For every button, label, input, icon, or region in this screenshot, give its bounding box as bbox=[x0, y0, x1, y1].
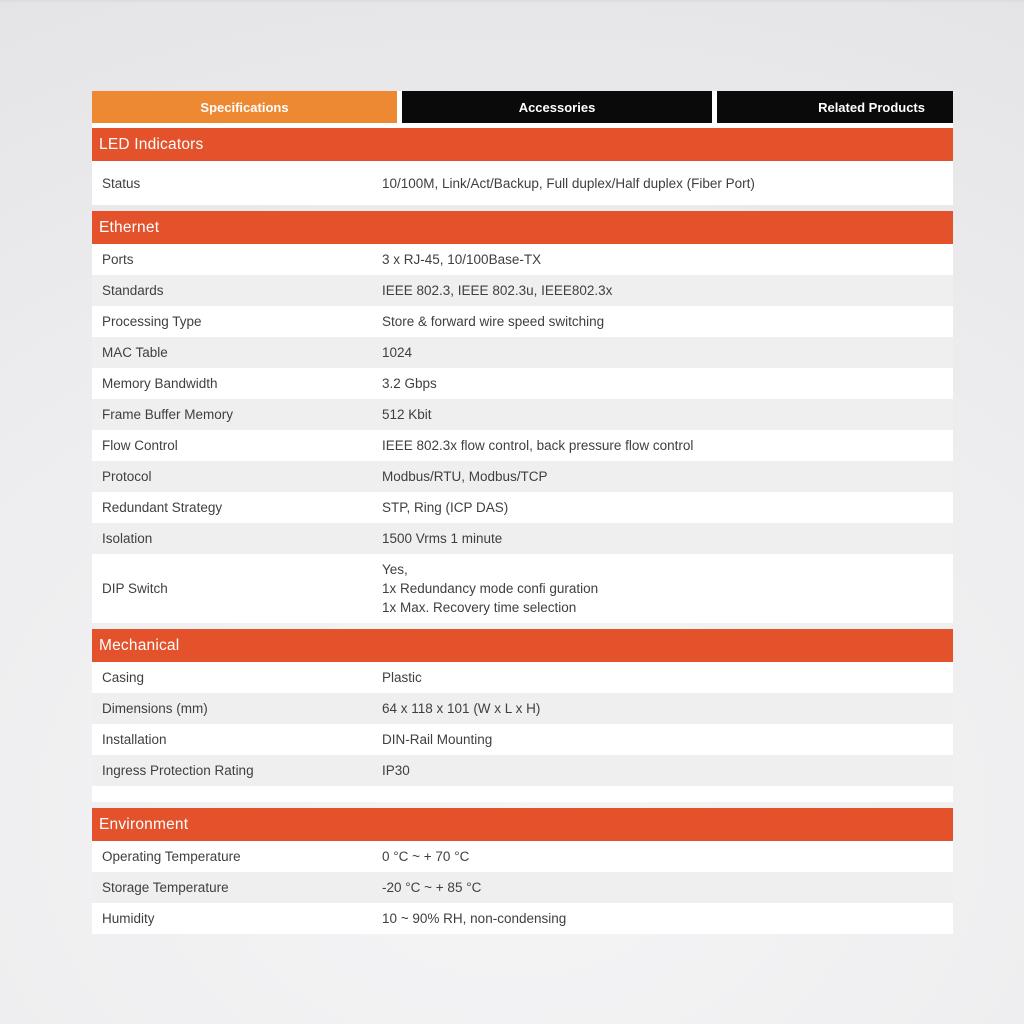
spec-panel bbox=[92, 91, 953, 934]
spec-value-line: Store & forward wire speed switching bbox=[382, 314, 605, 329]
spec-row-redundant-strategy bbox=[92, 492, 953, 523]
section-header-environment: Environment bbox=[92, 808, 953, 841]
spec-row-memory-bandwidth bbox=[92, 368, 953, 399]
spec-value bbox=[382, 523, 953, 554]
spec-label: Operating Temperature bbox=[102, 849, 241, 864]
spec-value bbox=[382, 337, 953, 368]
section-spacer bbox=[92, 786, 953, 802]
spec-value bbox=[382, 161, 953, 205]
spec-value-line: 0 °C ~ + 70 °C bbox=[382, 849, 470, 864]
spec-value bbox=[382, 399, 953, 430]
spec-value bbox=[382, 755, 953, 786]
spec-row-storage-temperature bbox=[92, 872, 953, 903]
spec-value-line: 1x Redundancy mode confi guration bbox=[382, 581, 599, 596]
spec-value-line: IEEE 802.3x flow control, back pressure flow control bbox=[382, 438, 694, 453]
spec-row-flow-control bbox=[92, 430, 953, 461]
spec-value bbox=[382, 662, 953, 693]
section-ethernet bbox=[92, 211, 953, 623]
spec-value-line: 512 Kbit bbox=[382, 407, 432, 422]
spec-label: DIP Switch bbox=[102, 581, 168, 596]
spec-label: Protocol bbox=[102, 469, 152, 484]
section-header-ethernet: Ethernet bbox=[92, 211, 953, 244]
spec-table bbox=[92, 128, 953, 934]
spec-row-mac-table bbox=[92, 337, 953, 368]
spec-value bbox=[382, 693, 953, 724]
spec-value-line: 3.2 Gbps bbox=[382, 376, 437, 391]
spec-value-line: 1500 Vrms 1 minute bbox=[382, 531, 503, 546]
spec-value bbox=[382, 724, 953, 755]
spec-row-ports bbox=[92, 244, 953, 275]
spec-label: Ports bbox=[102, 252, 134, 267]
spec-row-ingress-protection-rating bbox=[92, 755, 953, 786]
spec-value-line: IEEE 802.3, IEEE 802.3u, IEEE802.3x bbox=[382, 283, 613, 298]
spec-row-protocol bbox=[92, 461, 953, 492]
spec-value-line: STP, Ring (ICP DAS) bbox=[382, 500, 509, 515]
spec-label: Ingress Protection Rating bbox=[102, 763, 254, 778]
spec-value bbox=[382, 430, 953, 461]
spec-row-frame-buffer-memory bbox=[92, 399, 953, 430]
spec-value bbox=[382, 492, 953, 523]
spec-label: Dimensions (mm) bbox=[102, 701, 208, 716]
spec-label: Storage Temperature bbox=[102, 880, 229, 895]
spec-row-humidity bbox=[92, 903, 953, 934]
spec-row-dimensions-mm bbox=[92, 693, 953, 724]
spec-label: Isolation bbox=[102, 531, 153, 546]
spec-value bbox=[382, 306, 953, 337]
tab-bar bbox=[92, 91, 953, 128]
spec-row-standards bbox=[92, 275, 953, 306]
spec-value-line: 10 ~ 90% RH, non-condensing bbox=[382, 911, 567, 926]
spec-row-installation bbox=[92, 724, 953, 755]
spec-label: Memory Bandwidth bbox=[102, 376, 218, 391]
spec-value-line: DIN-Rail Mounting bbox=[382, 732, 493, 747]
spec-value-line: -20 °C ~ + 85 °C bbox=[382, 880, 482, 895]
spec-row-operating-temperature bbox=[92, 841, 953, 872]
section-header-mechanical: Mechanical bbox=[92, 629, 953, 662]
spec-value bbox=[382, 461, 953, 492]
spec-row-dip-switch bbox=[92, 554, 953, 623]
spec-row-casing bbox=[92, 662, 953, 693]
spec-value-line: Yes, bbox=[382, 562, 408, 577]
section-mechanical bbox=[92, 629, 953, 802]
spec-label: Processing Type bbox=[102, 314, 202, 329]
spec-label: Frame Buffer Memory bbox=[102, 407, 234, 422]
spec-value-line: Plastic bbox=[382, 670, 422, 685]
spec-label: Standards bbox=[102, 283, 164, 298]
spec-value bbox=[382, 368, 953, 399]
section-environment bbox=[92, 808, 953, 934]
spec-value-line: 1x Max. Recovery time selection bbox=[382, 600, 577, 615]
spec-label: Redundant Strategy bbox=[102, 500, 223, 515]
spec-label: Installation bbox=[102, 732, 167, 747]
spec-value-line: 10/100M, Link/Act/Backup, Full duplex/Half duplex (Fiber Port) bbox=[382, 175, 755, 191]
spec-value-line: 1024 bbox=[382, 345, 413, 360]
spec-value-line: Modbus/RTU, Modbus/TCP bbox=[382, 469, 548, 484]
spec-label: Casing bbox=[102, 670, 145, 685]
spec-value bbox=[382, 244, 953, 275]
spec-label: Flow Control bbox=[102, 438, 178, 453]
spec-value bbox=[382, 841, 953, 872]
spec-row-isolation bbox=[92, 523, 953, 554]
spec-value-line: IP30 bbox=[382, 763, 410, 778]
spec-value bbox=[382, 554, 953, 623]
tab-specifications[interactable]: Specifications bbox=[92, 91, 397, 123]
spec-value-line: 64 x 118 x 101 (W x L x H) bbox=[382, 701, 541, 716]
spec-row-status bbox=[92, 161, 953, 205]
spec-label: Humidity bbox=[102, 911, 155, 926]
tab-related-products[interactable]: Related Products bbox=[717, 91, 953, 123]
spec-value-line: 3 x RJ-45, 10/100Base-TX bbox=[382, 252, 542, 267]
tab-accessories[interactable]: Accessories bbox=[402, 91, 712, 123]
spec-label: MAC Table bbox=[102, 345, 168, 360]
spec-value bbox=[382, 275, 953, 306]
section-header-led-indicators: LED Indicators bbox=[92, 128, 953, 161]
spec-value bbox=[382, 903, 953, 934]
spec-value bbox=[382, 872, 953, 903]
section-led-indicators bbox=[92, 128, 953, 205]
spec-label: Status bbox=[102, 175, 141, 191]
spec-row-processing-type bbox=[92, 306, 953, 337]
